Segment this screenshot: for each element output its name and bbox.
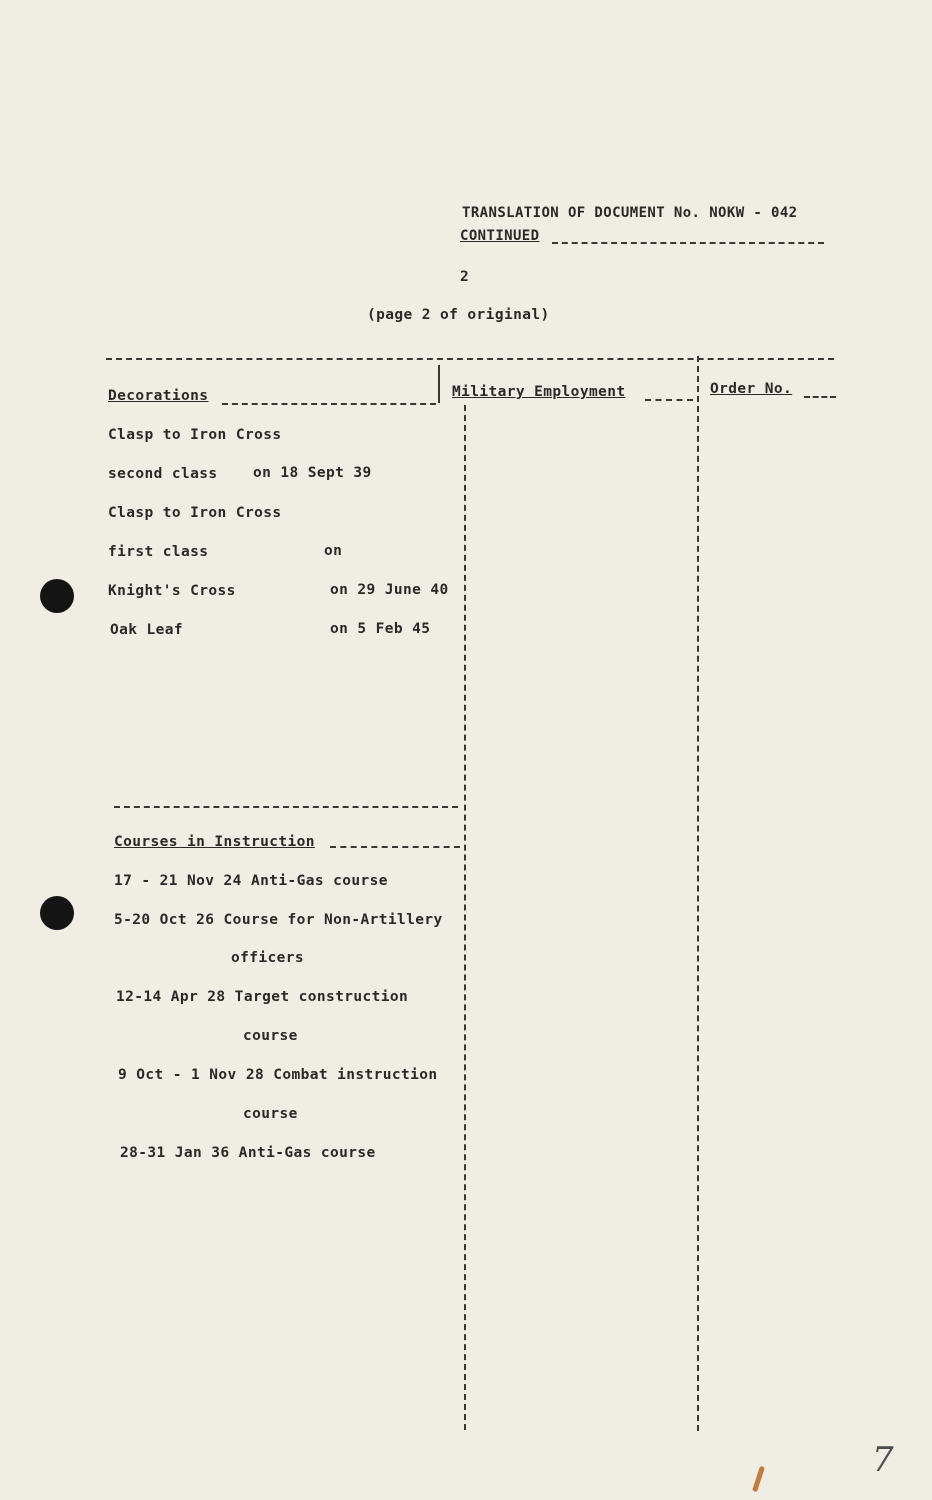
divider-top-short [438, 365, 440, 403]
course-line-8: 28-31 Jan 36 Anti-Gas course [120, 1145, 376, 1161]
column-header-military-employment: Military Employment [452, 384, 626, 400]
column-divider-2 [697, 356, 699, 1431]
employment-header-rule [645, 399, 693, 401]
column-header-decorations: Decorations [108, 388, 209, 404]
decoration-line-4: first class [108, 544, 209, 560]
document-title: TRANSLATION OF DOCUMENT No. NOKW - 042 [462, 205, 798, 221]
course-line-5: course [243, 1028, 298, 1044]
order-header-rule [804, 396, 836, 398]
course-line-1: 17 - 21 Nov 24 Anti-Gas course [114, 873, 388, 889]
course-line-7: course [243, 1106, 298, 1122]
page-number: 2 [460, 269, 470, 285]
course-line-3: officers [231, 950, 305, 966]
course-line-2: 5-20 Oct 26 Course for Non-Artillery [114, 912, 443, 928]
course-line-6: 9 Oct - 1 Nov 28 Combat instruction [118, 1067, 438, 1083]
table-top-rule [106, 358, 834, 360]
decoration-date-2: on 18 Sept 39 [253, 465, 372, 481]
continued-rule [552, 242, 824, 244]
stray-pencil-stroke [752, 1466, 765, 1492]
column-divider-1 [464, 405, 466, 1430]
decoration-line-5: Knight's Cross [108, 583, 236, 599]
decoration-date-4: on [324, 543, 343, 559]
course-line-4: 12-14 Apr 28 Target construction [116, 989, 409, 1005]
decoration-date-6: on 5 Feb 45 [330, 621, 431, 637]
column-header-order-no: Order No. [710, 381, 793, 397]
punch-hole-upper [40, 579, 74, 613]
decoration-line-2: second class [108, 466, 218, 482]
handwritten-page-mark: 7 [872, 1440, 894, 1480]
page-note: (page 2 of original) [367, 307, 550, 323]
continued-label: CONTINUED [460, 228, 540, 244]
decorations-header-rule [222, 403, 436, 405]
decoration-line-3: Clasp to Iron Cross [108, 505, 282, 521]
courses-heading: Courses in Instruction [114, 834, 315, 850]
decoration-line-1: Clasp to Iron Cross [108, 427, 282, 443]
punch-hole-lower [40, 896, 74, 930]
courses-heading-rule [330, 846, 460, 848]
decoration-date-5: on 29 June 40 [330, 582, 449, 598]
courses-top-rule [114, 806, 458, 808]
decoration-line-6: Oak Leaf [110, 622, 184, 638]
